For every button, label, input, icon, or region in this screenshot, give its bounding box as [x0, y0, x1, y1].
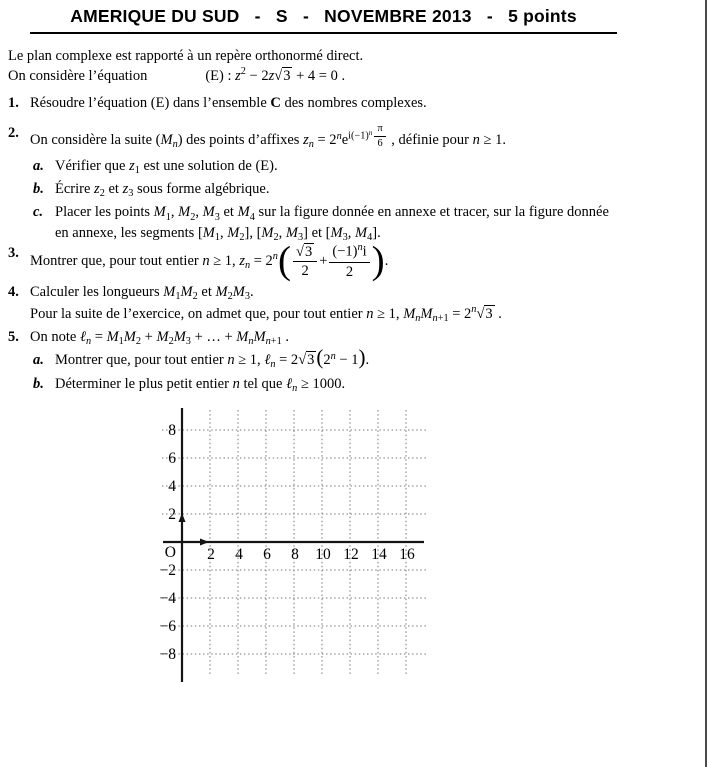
- x-tick-label: 4: [235, 546, 243, 563]
- x-tick-label: 12: [343, 546, 359, 563]
- y-tick-label: −6: [159, 618, 176, 635]
- question-5b: b. Déterminer le plus petit entier n tel que ℓn ≥ 1000.: [33, 375, 346, 394]
- item-marker: a.: [33, 352, 44, 369]
- x-tick-label: 16: [399, 546, 415, 563]
- y-tick-label: −4: [159, 590, 176, 607]
- item-marker: b.: [33, 375, 44, 392]
- question-2b: b. Écrire z2 et z3 sous forme algébrique.: [33, 181, 270, 200]
- item-marker: 2.: [8, 125, 19, 141]
- item-marker: 4.: [8, 284, 19, 301]
- x-tick-label: 8: [291, 546, 299, 563]
- item-marker: b.: [33, 181, 44, 198]
- exam-title: AMERIQUE DU SUD - S - NOVEMBRE 2013 - 5 points: [70, 6, 577, 26]
- page-right-border: [705, 0, 707, 767]
- item-marker: 1.: [8, 95, 19, 111]
- annex-grid-figure: [130, 400, 460, 690]
- x-tick-label: 10: [315, 546, 331, 563]
- x-tick-label: 6: [263, 546, 271, 563]
- y-tick-label: −2: [159, 562, 176, 579]
- y-tick-label: 2: [168, 506, 176, 523]
- question-2c-cont: en annexe, les segments [M1, M2], [M2, M3] et [M3, M4].: [55, 224, 381, 243]
- intro-line-2: On considère l’équation (E) : z2 − 2z√3 + 4 = 0 .: [8, 66, 346, 84]
- x-axis-arrow: [200, 539, 209, 546]
- question-3: 3. Montrer que, pour tout entier n ≥ 1, zn = 2n( $\frac{√3}{2}$ + $\frac{(-1)ni}{2}$ ).: [8, 238, 389, 282]
- item-marker: 5.: [8, 328, 19, 345]
- x-tick-label: 14: [371, 546, 387, 563]
- intro-line-1: Le plan complexe est rapporté à un repère orthonormé direct.: [8, 48, 364, 64]
- question-1: 1. Résoudre l’équation (E) dans l’ensemble C des nombres complexes.: [8, 95, 427, 111]
- item-marker: a.: [33, 157, 44, 174]
- origin-label: O: [164, 544, 176, 561]
- question-5: 5. On note ℓn = M1M2 + M2M3 + … + MnMn+1 .: [8, 328, 289, 348]
- question-2: 2. On considère la suite (Mn) des points d’affixes zn = 2nei(−1)n $\frac{\pi}{6}$ , définie pour n ≥ 1.: [8, 123, 506, 151]
- y-tick-label: 6: [168, 450, 176, 467]
- item-marker: 3.: [8, 245, 19, 262]
- question-2a: a. Vérifier que z1 est une solution de (E).: [33, 157, 278, 176]
- item-marker: c.: [33, 204, 44, 221]
- title-underline: [30, 32, 617, 34]
- question-5a: a. Montrer que, pour tout entier n ≥ 1, ℓn = 2√3(2n − 1).: [33, 345, 370, 371]
- y-tick-label: −8: [159, 646, 176, 663]
- question-4-cont: Pour la suite de l’exercice, on admet que, pour tout entier n ≥ 1, MnMn+1 = 2n√3 .: [30, 303, 502, 324]
- y-tick-label: 4: [168, 478, 176, 495]
- x-tick-label: 2: [207, 546, 215, 563]
- problem-text: [0, 42, 696, 394]
- y-tick-label: 8: [168, 422, 176, 439]
- question-2c: c. Placer les points M1, M2, M3 et M4 sur la figure donnée en annexe et tracer, sur la figure donnée: [33, 204, 609, 223]
- question-4: 4. Calculer les longueurs M1M2 et M2M3.: [8, 284, 254, 303]
